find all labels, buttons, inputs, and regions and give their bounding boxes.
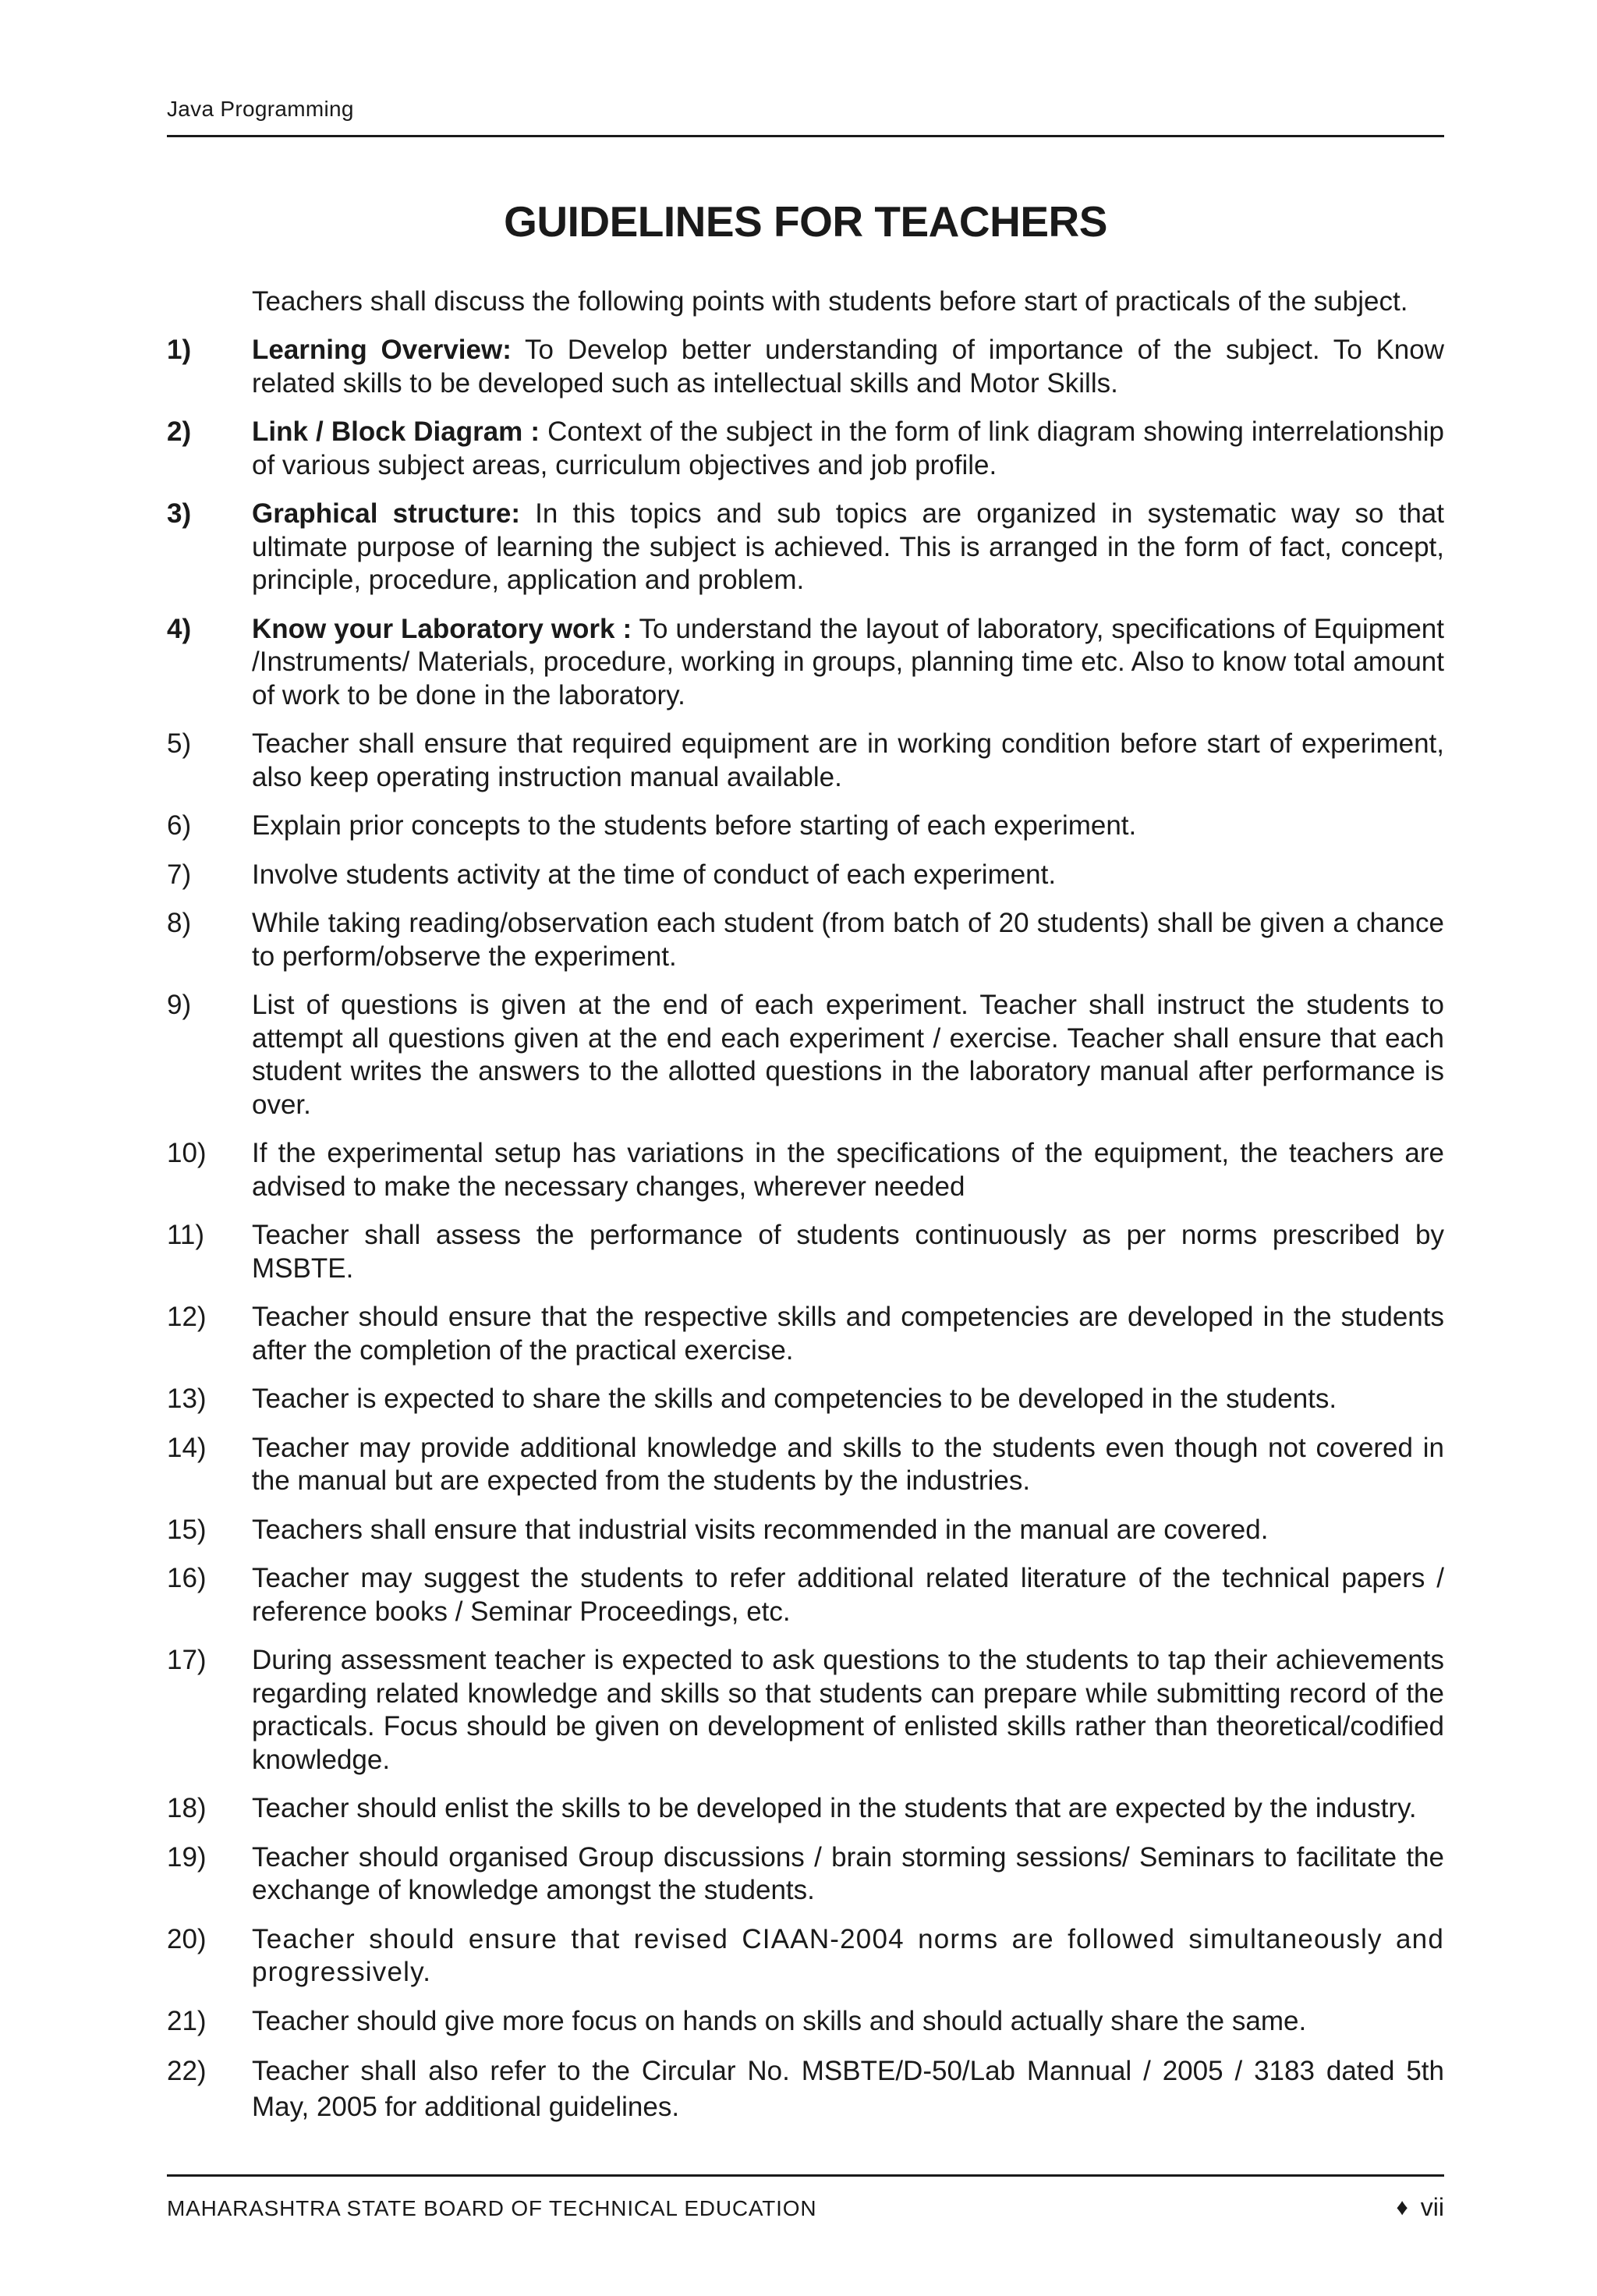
item-lead: Graphical structure: [252, 498, 520, 529]
item-number: 3) [167, 498, 192, 529]
item-number: 11) [167, 1220, 204, 1250]
item-text: Teacher should ensure that the respective skills and competencies are developed in the students after the completion of the practical exercise. [252, 1302, 1444, 1366]
item-number: 14) [167, 1432, 207, 1463]
list-item [167, 810, 1444, 843]
list-item [167, 498, 1444, 597]
item-lead: Learning Overview: [252, 335, 512, 365]
item-number: 8) [167, 908, 192, 938]
item-text: Involve students activity at the time of conduct of each experiment. [252, 859, 1057, 890]
page-number: vii [1420, 2193, 1444, 2221]
item-number: 6) [167, 810, 192, 841]
item-number: 12) [167, 1302, 207, 1332]
item-text: To Develop better understanding of importance of the subject. To Know related skills to be developed such as intellectual skills and Motor Skills. [252, 335, 1445, 399]
list-item [167, 1644, 1444, 1777]
item-number: 4) [167, 613, 192, 644]
item-text: Teacher should enlist the skills to be developed in the students that are expected by the industry. [252, 1793, 1417, 1823]
list-item [167, 2005, 1444, 2039]
item-text: Teacher may suggest the students to refer additional related literature of the technical papers / reference books / Seminar Proceedings, etc. [252, 1563, 1444, 1627]
item-text: List of questions is given at the end of each experiment. Teacher shall instruct the students to attempt all questions given at the end each experiment / exercise. Teacher shall ensure that each student writes the answers to the allotted questions in the laboratory manual after performance is over. [252, 990, 1444, 1120]
item-text: If the experimental setup has variations in the specifications of the equipment, the teachers are advised to make the necessary changes, wherever needed [252, 1138, 1444, 1202]
item-text: Context of the subject in the form of link diagram showing interrelationship of various subject areas, curriculum objectives and job profile. [252, 416, 1444, 480]
item-number: 1) [167, 335, 192, 365]
item-number: 21) [167, 2005, 207, 2036]
item-text: Teacher shall assess the performance of students continuously as per norms prescribed by MSBTE. [252, 1220, 1444, 1284]
header-rule [167, 135, 1444, 137]
list-item [167, 1301, 1444, 1367]
footer-institution: MAHARASHTRA STATE BOARD OF TECHNICAL EDUCATION [167, 2196, 817, 2220]
item-lead: Link / Block Diagram : [252, 416, 540, 447]
item-text: While taking reading/observation each student (from batch of 20 students) shall be given a chance to perform/observe the experiment. [252, 908, 1444, 972]
item-text: Teacher may provide additional knowledge and skills to the students even though not covered in the manual but are expected from the students by the industries. [252, 1432, 1444, 1496]
footer-rule [167, 2174, 1444, 2177]
item-text: Teacher should give more focus on hands on skills and should actually share the same. [252, 2005, 1307, 2036]
item-text: Explain prior concepts to the students before starting of each experiment. [252, 810, 1137, 841]
list-item [167, 989, 1444, 1121]
list-item [167, 1514, 1444, 1547]
item-text: Teacher shall also refer to the Circular No. MSBTE/D-50/Lab Mannual / 2005 / 3183 dated 5th May, 2005 for additional guidelines. [252, 2056, 1444, 2122]
list-item [167, 1792, 1444, 1826]
running-head: Java Programming [167, 97, 354, 121]
item-number: 5) [167, 728, 192, 759]
item-number: 18) [167, 1793, 207, 1823]
list-item [167, 1562, 1444, 1628]
list-item [167, 1432, 1444, 1498]
list-item [167, 1137, 1444, 1203]
item-number: 20) [167, 1923, 207, 1954]
list-item [167, 728, 1444, 794]
list-item [167, 1219, 1444, 1285]
page-title: GUIDELINES FOR TEACHERS [504, 197, 1107, 246]
item-text: Teacher shall ensure that required equipment are in working condition before start of experiment, also keep operating instruction manual available. [252, 728, 1444, 792]
item-text: Teacher is expected to share the skills and competencies to be developed in the students. [252, 1384, 1337, 1414]
footer-page [1396, 2193, 1444, 2222]
item-number: 16) [167, 1563, 207, 1593]
list-item [167, 2053, 1444, 2125]
item-text: Teacher should organised Group discussions / brain storming sessions/ Seminars to facilitate the exchange of knowledge amongst the students. [252, 1841, 1444, 1905]
item-lead: Know your Laboratory work : [252, 613, 632, 644]
item-number: 10) [167, 1138, 207, 1168]
item-number: 17) [167, 1645, 207, 1675]
item-number: 13) [167, 1384, 207, 1414]
guidelines-list [167, 334, 1444, 2125]
item-text: Teachers shall ensure that industrial visits recommended in the manual are covered. [252, 1514, 1269, 1545]
list-item [167, 1383, 1444, 1416]
item-number: 7) [167, 859, 192, 890]
item-number: 2) [167, 416, 192, 447]
item-number: 19) [167, 1841, 207, 1873]
list-item [167, 334, 1444, 400]
list-item [167, 613, 1444, 713]
item-text: During assessment teacher is expected to ask questions to the students to tap their achievements regarding related knowledge and skills so that students can prepare while submitting record of the practicals. Focus should be given on development of enlisted skills rather than theoretical/codified knowledge. [252, 1645, 1444, 1775]
diamond-icon: ♦ [1396, 2194, 1408, 2220]
item-text: Teacher should ensure that revised CIAAN-2004 norms are followed simultaneously and progressively. [252, 1923, 1444, 1987]
list-item [167, 1923, 1444, 1990]
item-number: 9) [167, 990, 192, 1020]
item-text: In this topics and sub topics are organized in systematic way so that ultimate purpose of learning the subject is achieved. This is arranged in the form of fact, concept, principle, procedure, application and problem. [252, 498, 1444, 595]
item-number: 22) [167, 2056, 207, 2086]
intro-paragraph: Teachers shall discuss the following points with students before start of practicals of the subject. [252, 286, 1408, 317]
item-text: To understand the layout of laboratory, specifications of Equipment /Instruments/ Materials, procedure, working in groups, planning time etc. Also to know total amount of work to be done in the laboratory. [252, 613, 1444, 710]
item-number: 15) [167, 1514, 207, 1545]
list-item [167, 859, 1444, 892]
list-item [167, 416, 1444, 482]
list-item [167, 1841, 1444, 1908]
list-item [167, 907, 1444, 973]
